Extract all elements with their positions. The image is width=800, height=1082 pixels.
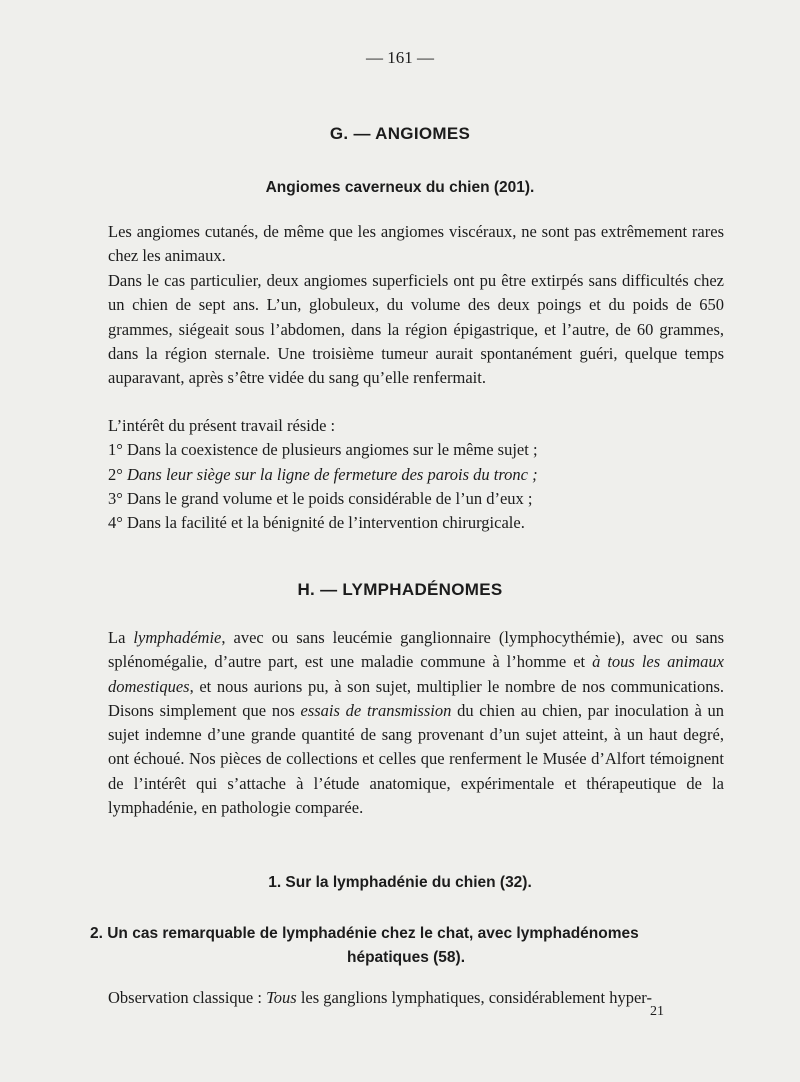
signature-mark: 21 [650,1004,664,1019]
p1-text: Les angiomes cutanés, de même que les angiomes viscéraux, ne sont pas extrêmement rares chez les animaux. [108,222,724,266]
list-item [108,511,724,535]
section-g-paragraph-2 [108,269,724,390]
h-text-b: lymphadémie [133,628,222,647]
section-g-paragraph-1 [108,220,724,269]
list-intro: L’intérêt du présent travail réside : [108,416,336,435]
list-num: 4° [108,513,123,533]
observation-line [108,986,724,1010]
section-g-subtitle: Angiomes caverneux du chien (201). [265,179,535,196]
list-num: 2° [108,464,123,484]
list-item [108,438,724,462]
p2-text: Dans le cas particulier, deux angiomes superficiels ont pu être extirpés sans difficultés chez un chien de sept ans. L’un, globuleux, du volume des deux poings et du poids de 650 grammes, siégeait sous l’abdomen, dans la région épigastrique, et l’autre, de 60 grammes, dans la région sternale. Une troisième tumeur aurait spontanément guéri, quelque temps auparavant, après s’être vidée du sang qu’elle renfermait. [108,271,724,388]
subsection-2-line-2: hépatiques (58). [347,949,465,966]
obs-a: Observation classique : [108,988,267,1007]
obs-b: Tous [266,988,297,1007]
obs-c: les ganglions lymphatiques, considérablement hyper- [296,988,652,1007]
list-text: Dans leur siège sur la ligne de fermeture des parois du tronc ; [126,464,538,484]
subsection-2-line-1: 2. Un cas remarquable de lymphadénie chez le chat, avec lymphadénomes [90,925,639,942]
section-g-list [108,414,724,535]
subsection-2-title [90,922,722,970]
list-text: Dans le grand volume et le poids considérable de l’un d’eux ; [126,488,533,508]
list-item [108,463,724,487]
h-text-f: essais de transmission [300,700,452,720]
h-text-a: La [108,628,134,647]
h-text-e: , et nous aurions pu, à son sujet, multiplier le nombre de nos communications. Disons simplement que nos [108,676,724,720]
page-number: — 161 — [366,48,434,67]
subsection-1-title: 1. Sur la lymphadénie du chien (32). [268,874,532,891]
section-h-title: H. — LYMPHADÉNOMES [297,580,503,599]
section-h-paragraph [108,626,724,820]
h-text-c: , avec ou sans leucémie ganglionnaire (lymphocythémie), avec ou sans splénomégalie, d’autre part, est une maladie commune à l’homme et [108,628,725,672]
list-text: Dans la coexistence de plusieurs angiomes sur le même sujet ; [126,440,538,460]
h-text-d: à tous les animaux domestiques [108,652,724,696]
list-num: 1° [108,440,123,460]
h-text-g: du chien au chien, par inoculation à un sujet indemne d’une grande quantité de sang provenant d’un sujet atteint, à un haut degré, ont échoué. Nos pièces de collections et celles que renferment le Musée d’Alfort témoignent de l’intérêt qui s’attache à l’étude anatomique, expérimentale et thérapeutique de la lymphadénie, en pathologie comparée. [108,700,724,818]
list-item [108,487,724,511]
list-num: 3° [108,488,123,508]
list-text: Dans la facilité et la bénignité de l’intervention chirurgicale. [126,513,525,533]
section-g-title: G. — ANGIOMES [329,124,471,143]
